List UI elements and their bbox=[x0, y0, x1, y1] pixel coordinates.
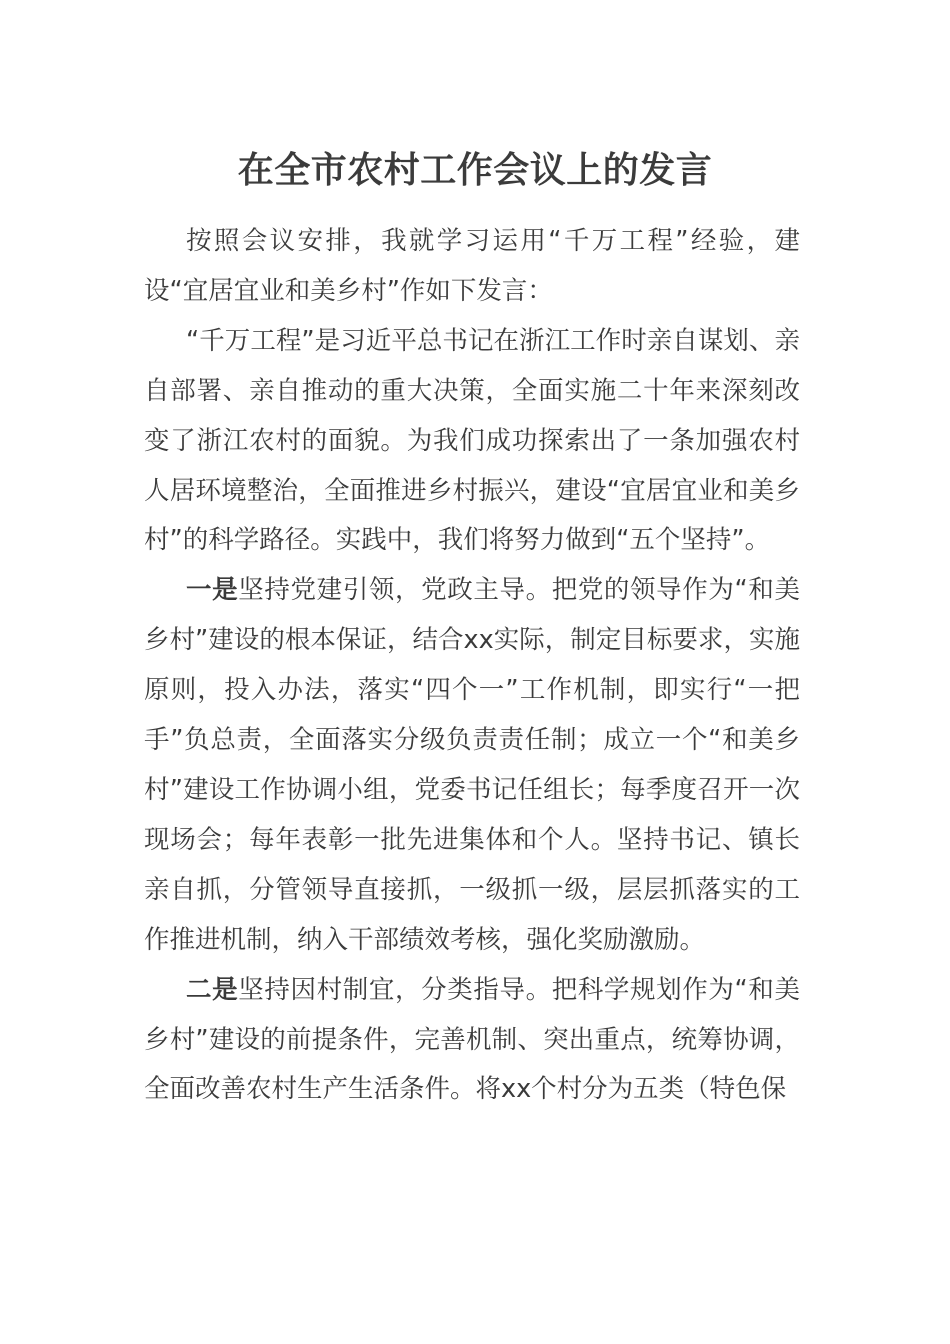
paragraph-point-one bbox=[144, 566, 800, 965]
paragraph-text: “千万工程”是习近平总书记在浙江工作时亲自谋划、亲自部署、亲自推动的重大决策，全面实施二十年来深刻改变了浙江农村的面貌。为我们成功探索出了一条加强农村人居环境整治，全面推进乡村振兴，建设“宜居宜业和美乡村”的科学路径。实践中，我们将努力做到“五个坚持”。 bbox=[144, 325, 800, 556]
document-title: 在全市农村工作会议上的发言 bbox=[237, 150, 713, 191]
paragraph-lead: 二是 bbox=[186, 974, 239, 1005]
paragraph-background bbox=[144, 317, 800, 567]
paragraph-lead: 一是 bbox=[186, 575, 239, 606]
paragraph-intro bbox=[144, 217, 800, 317]
paragraph-point-two bbox=[144, 966, 800, 1116]
document-body bbox=[144, 217, 800, 1115]
paragraph-text: 坚持党建引领，党政主导。把党的领导作为“和美乡村”建设的根本保证，结合xx实际，制定目标要求，实施原则，投入办法，落实“四个一”工作机制，即实行“一把手”负总责，全面落实分级负责责任制；成立一个“和美乡村”建设工作协调小组，党委书记任组长；每季度召开一次现场会；每年表彰一批先进集体和个人。坚持书记、镇长亲自抓，分管领导直接抓，一级抓一级，层层抓落实的工作推进机制，纳入干部绩效考核，强化奖励激励。 bbox=[144, 575, 800, 955]
paragraph-text: 按照会议安排，我就学习运用“千万工程”经验，建设“宜居宜业和美乡村”作如下发言： bbox=[144, 226, 800, 306]
paragraph-text: 坚持因村制宜，分类指导。把科学规划作为“和美乡村”建设的前提条件，完善机制、突出重点，统筹协调，全面改善农村生产生活条件。将xx个村分为五类（特色保 bbox=[144, 974, 800, 1105]
